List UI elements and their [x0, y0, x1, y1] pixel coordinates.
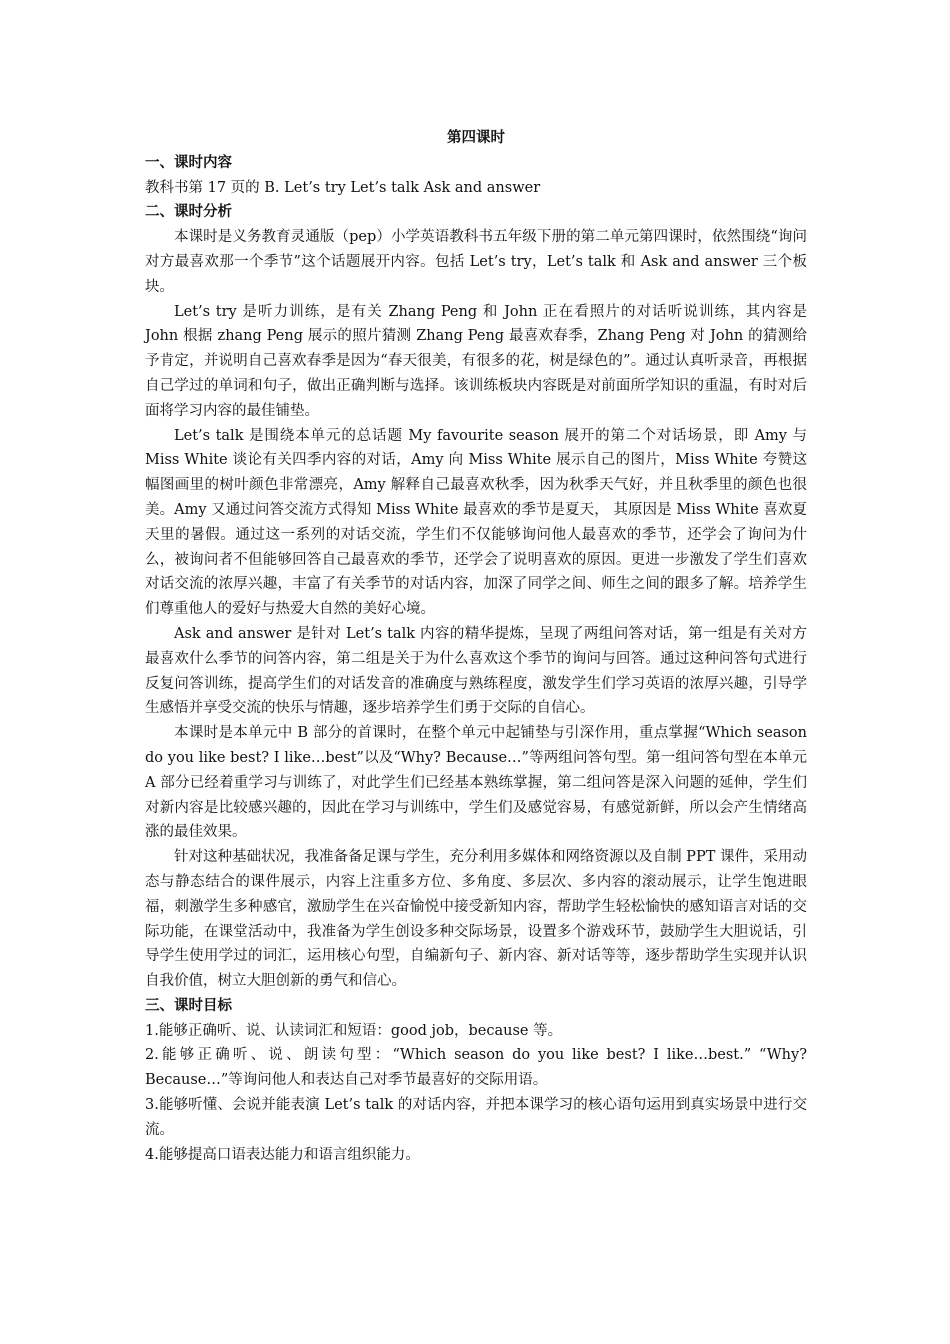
objective-item-4: 4.能够提高口语表达能力和语言组织能力。 — [145, 1146, 420, 1163]
lesson-title: 第四课时 — [447, 129, 505, 146]
analysis-paragraph-3: Let’s talk 是围绕本单元的总话题 My favourite season 展开的第二个对话场景，即 Amy 与 Miss White 谈论有关四季内容的对话，Amy 向 Miss White 展示自己的图片，Miss White 夸赞这幅图画里的树叶颜色非常漂亮，Amy 解释自己最喜欢秋季，因为秋季天气好，并且秋季里的颜色也很美。Amy 又通过问答交流方式得知 Miss White 最喜欢的季节是夏天， 其原因是 Miss White 喜欢夏天里的暑假。通过这一系列的对话交流，学生们不仅能够询问他人最喜欢的季节，还学会了询问为什么，被询问者不但能够回答自己最喜欢的季节，还学会了说明喜欢的原因。更进一步激发了学生们喜欢对话交流的浓厚兴趣，丰富了有关季节的对话内容，加深了同学之间、师生之间的跟多了解。培养学生们尊重他人的爱好与热爱大自然的美好心境。 — [145, 427, 807, 618]
analysis-paragraph-2: Let’s try 是听力训练，是有关 Zhang Peng 和 John 正在看照片的对话听说训练，其内容是 John 根据 zhang Peng 展示的照片猜测 Zhang Peng 最喜欢春季，Zhang Peng 对 John 的猜测给予肯定，并说明自己喜欢春季是因为“春天很美，有很多的花，树是绿色的”。通过认真听录音，再根据自己学过的单词和句子，做出正确判断与选择。该训练板块内容既是对前面所学知识的重温，有时对后面将学习内容的最佳铺垫。 — [145, 303, 807, 419]
objective-item-3: 3.能够听懂、会说并能表演 Let’s talk 的对话内容，并把本课学习的核心语句运用到真实场景中进行交流。 — [145, 1097, 807, 1138]
objective-item-2: 2.能够正确听、说、朗读句型：“Which season do you like best? I like…best.” “Why? Because…”等询问他人和表达自己对季节最喜好的交际用语。 — [145, 1047, 807, 1089]
section-2-heading: 二、课时分析 — [145, 203, 232, 221]
document-page — [145, 126, 807, 1167]
section-1-text: 教科书第 17 页的 B. Let’s try Let’s talk Ask and answer — [145, 179, 541, 196]
objective-item-1: 1.能够正确听、说、认读词汇和短语：good job，because 等。 — [145, 1022, 563, 1039]
analysis-paragraph-1: 本课时是义务教育灵通版（pep）小学英语教科书五年级下册的第二单元第四课时，依然围绕“询问对方最喜欢那一个季节”这个话题展开内容。包括 Let’s try，Let’s talk 和 Ask and answer 三个板块。 — [145, 229, 807, 295]
section-3-heading: 三、课时目标 — [145, 996, 232, 1014]
section-1-heading: 一、课时内容 — [145, 153, 232, 171]
analysis-paragraph-4: Ask and answer 是针对 Let’s talk 内容的精华提炼，呈现了两组问答对话，第一组是有关对方最喜欢什么季节的问答内容，第二组是关于为什么喜欢这个季节的询问与回答。通过这种问答句式进行反复问答训练，提高学生们的对话发音的准确度与熟练程度，激发学生们学习英语的浓厚兴趣，引导学生感悟并享受交流的快乐与情趣，逐步培养学生们勇于交际的自信心。 — [145, 625, 807, 717]
analysis-paragraph-5: 本课时是本单元中 B 部分的首课时，在整个单元中起铺垫与引深作用，重点掌握“Which season do you like best? I like…best”以及“Why? Because…”等两组问答句型。第一组问答句型在本单元 A 部分已经着重学习与训练了，对此学生们已经基本熟练掌握，第二组问答是深入问题的延伸，学生们对新内容是比较感兴趣的，因此在学习与训练中，学生们及感觉容易，有感觉新鲜，所以会产生情绪高涨的最佳效果。 — [145, 725, 807, 841]
analysis-paragraph-6: 针对这种基础状况，我准备备足课与学生，充分利用多媒体和网络资源以及自制 PPT 课件，采用动态与静态结合的课件展示，内容上注重多方位、多角度、多层次、多内容的滚动展示，让学生饱进眼福，刺激学生多种感官，激励学生在兴奋愉悦中接受新知内容，帮助学生轻松愉快的感知语言对话的交际功能，在课堂活动中，我准备为学生创设多种交际场景，设置多个游戏环节，鼓励学生大胆说话，引导学生使用学过的词汇，运用核心句型，自编新句子、新内容、新对话等等，逐步帮助学生实现并认识自我价值，树立大胆创新的勇气和信心。 — [145, 849, 807, 990]
